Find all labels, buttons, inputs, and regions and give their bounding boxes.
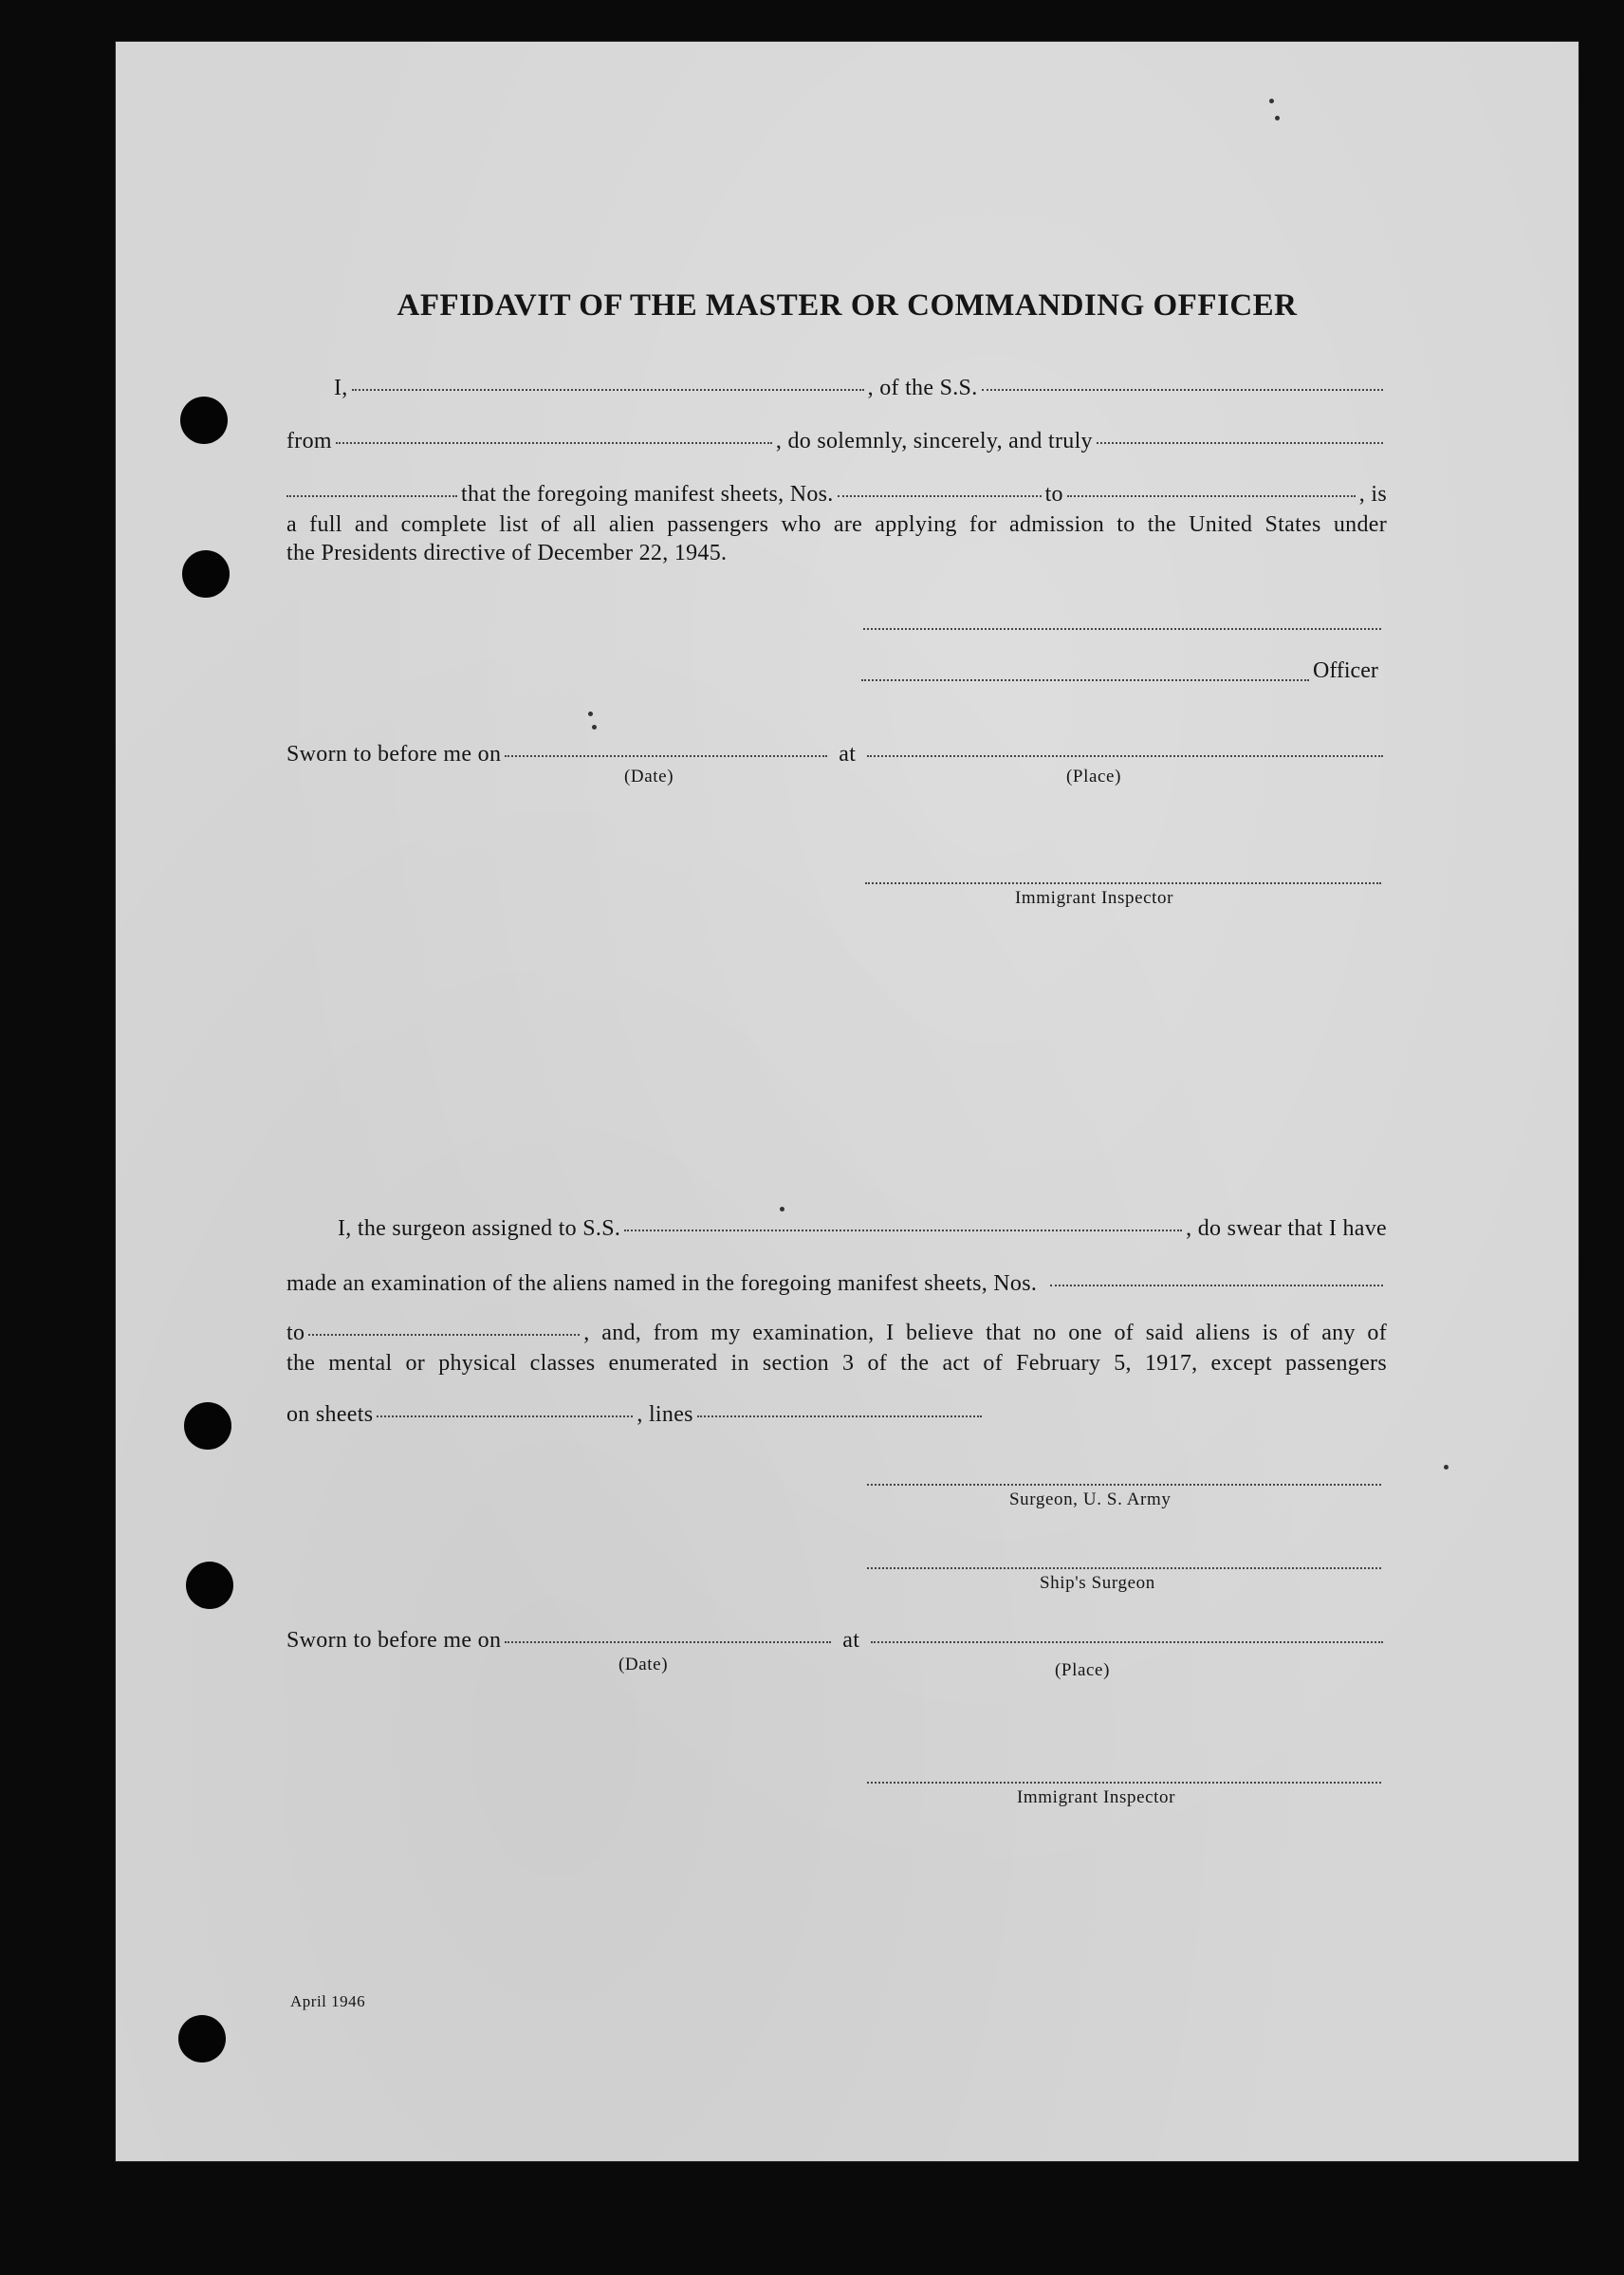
from-port-field[interactable] (336, 442, 772, 444)
swear-label: , do swear that I have (1186, 1216, 1387, 1241)
inspector-signature-line[interactable] (865, 882, 1381, 884)
at-label: at (839, 742, 857, 767)
surgeon-assigned-label: I, the surgeon assigned to S.S. (338, 1216, 621, 1241)
surgeon-sworn-place-field[interactable] (871, 1641, 1383, 1643)
surgeon-line-1 (286, 1214, 1387, 1243)
i-label: I, (334, 376, 348, 400)
binder-hole (184, 1402, 231, 1450)
surgeon-inspector-caption: Immigrant Inspector (1017, 1787, 1176, 1807)
binder-hole (186, 1562, 233, 1609)
swear-field[interactable] (286, 495, 457, 497)
master-line-3 (286, 480, 1387, 509)
lines-label: , lines (637, 1402, 693, 1427)
ships-surgeon-caption: Ship's Surgeon (1040, 1573, 1155, 1593)
sworn-label: Sworn to before me on (286, 742, 502, 767)
mental-classes-text: the mental or physical classes enumerated in section 3 of the act of February 5, 1917, except passengers (286, 1351, 1387, 1376)
surgeon-line-3 (286, 1319, 1387, 1347)
sworn-date-field[interactable] (505, 755, 827, 757)
ink-speck (1269, 99, 1274, 103)
ink-speck (780, 1207, 784, 1211)
from-label: from (286, 429, 332, 453)
ink-speck (592, 725, 597, 730)
master-line-2 (286, 427, 1387, 455)
surgeon-at-label: at (842, 1628, 860, 1653)
binder-hole (182, 550, 230, 598)
officer-label: Officer (1313, 658, 1378, 683)
form-title: AFFIDAVIT OF THE MASTER OR COMMANDING OFFICER (397, 288, 1298, 323)
surgeon-sworn-label: Sworn to before me on (286, 1628, 502, 1653)
surgeon-sworn-date-field[interactable] (505, 1641, 831, 1643)
ink-speck (588, 712, 593, 716)
full-list-text: a full and complete list of all alien passengers who are applying for admission to the United States under (286, 512, 1387, 537)
surgeon-sheets-from-field[interactable] (1050, 1285, 1383, 1286)
army-surgeon-signature-line[interactable] (867, 1484, 1381, 1486)
to-label: to (1044, 482, 1063, 507)
surgeon-line-2 (286, 1269, 1387, 1298)
inspector-caption: Immigrant Inspector (1015, 888, 1174, 908)
master-signature-line[interactable] (863, 628, 1381, 630)
master-line-1 (286, 374, 1387, 402)
ships-surgeon-signature-line[interactable] (867, 1567, 1381, 1569)
oath-type-field[interactable] (1097, 442, 1383, 444)
surgeon-date-caption: (Date) (618, 1655, 669, 1674)
officer-signature-line[interactable] (861, 679, 1309, 681)
ink-speck (1444, 1465, 1449, 1470)
surgeon-inspector-signature-line[interactable] (867, 1782, 1381, 1784)
binder-hole (180, 397, 228, 444)
army-surgeon-caption: Surgeon, U. S. Army (1009, 1489, 1172, 1509)
ship-name-field[interactable] (982, 389, 1383, 391)
solemnly-label: , do solemnly, sincerely, and truly (775, 429, 1093, 453)
examination-label: made an examination of the aliens named in the foregoing manifest sheets, Nos. (286, 1271, 1038, 1296)
sheets-from-field[interactable] (838, 495, 1042, 497)
surgeon-line-5 (286, 1400, 1387, 1429)
surgeon-sheets-to-field[interactable] (308, 1334, 580, 1336)
from-exam-label: , and, from my examination, I believe that no one of said aliens is of any of (583, 1321, 1387, 1345)
place-caption: (Place) (1066, 767, 1121, 786)
master-sworn-line (286, 740, 1387, 768)
form-page (116, 42, 1578, 2161)
binder-hole (178, 2015, 226, 2062)
form-date-footer: April 1946 (290, 1992, 366, 2010)
directive-text: the Presidents directive of December 22, 1945. (286, 541, 728, 565)
manifest-sheets-label: that the foregoing manifest sheets, Nos. (461, 482, 834, 507)
master-name-field[interactable] (352, 389, 864, 391)
surgeon-place-caption: (Place) (1055, 1660, 1110, 1680)
ink-speck (1275, 116, 1280, 120)
surgeon-sworn-line (286, 1626, 1387, 1655)
date-caption: (Date) (624, 767, 674, 786)
surgeon-to-label: to (286, 1321, 305, 1345)
is-label: , is (1358, 482, 1387, 507)
sheets-to-field[interactable] (1067, 495, 1356, 497)
on-sheets-label: on sheets (286, 1402, 374, 1427)
except-lines-field[interactable] (697, 1415, 982, 1417)
sworn-place-field[interactable] (867, 755, 1383, 757)
surgeon-ship-field[interactable] (624, 1230, 1182, 1231)
of-ss-label: , of the S.S. (867, 376, 978, 400)
except-sheets-field[interactable] (377, 1415, 633, 1417)
